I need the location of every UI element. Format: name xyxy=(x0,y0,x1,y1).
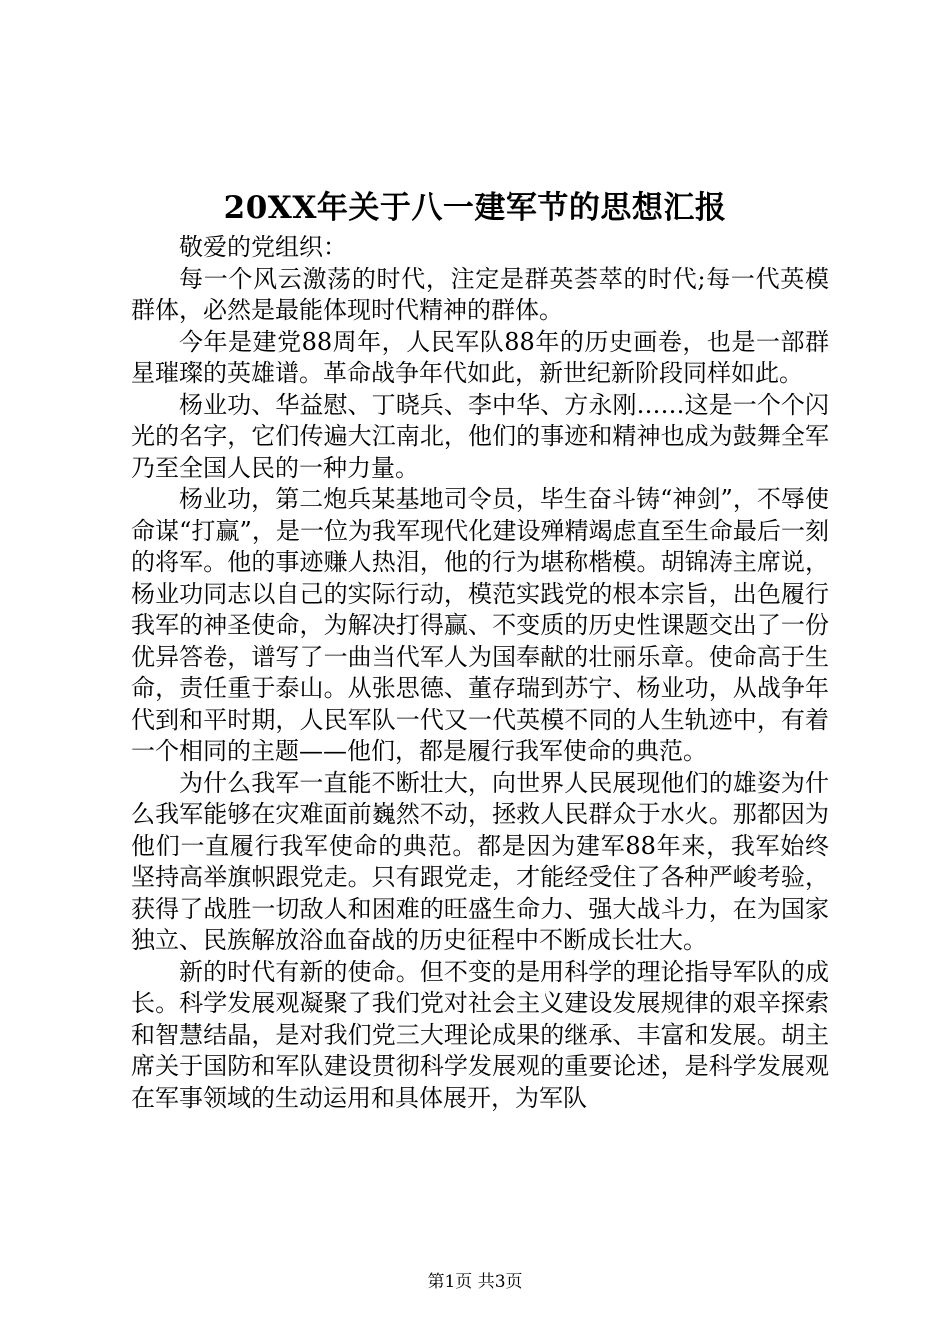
document-title: 20XX年关于八一建军节的思想汇报 xyxy=(223,190,727,226)
document-body xyxy=(131,232,829,1114)
page-footer: 第1页 共3页 xyxy=(427,1272,523,1292)
paragraph: 新的时代有新的使命。但不变的是用科学的理论指导军队的成长。科学发展观凝聚了我们党对社会主义建设发展规律的艰辛探索和智慧结晶，是对我们党三大理论成果的继承、丰富和发展。胡主席关于国防和军队建设贯彻科学发展观的重要论述，是科学发展观在军事领域的生动运用和具体展开，为军队 xyxy=(131,957,829,1112)
salutation: 敬爱的党组织： xyxy=(179,233,347,261)
paragraph: 杨业功，第二炮兵某基地司令员，毕生奋斗铸“神剑”，不辱使命谋“打赢”，是一位为我军现代化建设殚精竭虑直至生命最后一刻的将军。他的事迹赚人热泪，他的行为堪称楷模。胡锦涛主席说，杨业功同志以自己的实际行动，模范实践党的根本宗旨，出色履行我军的神圣使命，为解决打得赢、不变质的历史性课题交出了一份优异答卷，谱写了一曲当代军人为国奉献的壮丽乐章。使命高于生命，责任重于泰山。从张思德、董存瑞到苏宁、杨业功，从战争年代到和平时期，人民军队一代又一代英模不同的人生轨迹中，有着一个相同的主题——他们，都是履行我军使命的典范。 xyxy=(131,485,829,765)
paragraph: 每一个风云激荡的时代，注定是群英荟萃的时代;每一代英模群体，必然是最能体现时代精神的群体。 xyxy=(131,264,829,324)
paragraph: 今年是建党88周年，人民军队88年的历史画卷，也是一部群星璀璨的英雄谱。革命战争年代如此，新世纪新阶段同样如此。 xyxy=(131,327,829,387)
paragraph: 为什么我军一直能不断壮大，向世界人民展现他们的雄姿为什么我军能够在灾难面前巍然不动，拯救人民群众于水火。那都因为他们一直履行我军使命的典范。都是因为建军88年来，我军始终坚持高举旗帜跟党走。只有跟党走，才能经受住了各种严峻考验，获得了战胜一切敌人和困难的旺盛生命力、强大战斗力，在为国家独立、民族解放浴血奋战的历史征程中不断成长壮大。 xyxy=(131,768,829,954)
paragraph: 杨业功、华益慰、丁晓兵、李中华、方永刚……这是一个个闪光的名字，它们传遍大江南北，他们的事迹和精神也成为鼓舞全军乃至全国人民的一种力量。 xyxy=(131,390,829,482)
